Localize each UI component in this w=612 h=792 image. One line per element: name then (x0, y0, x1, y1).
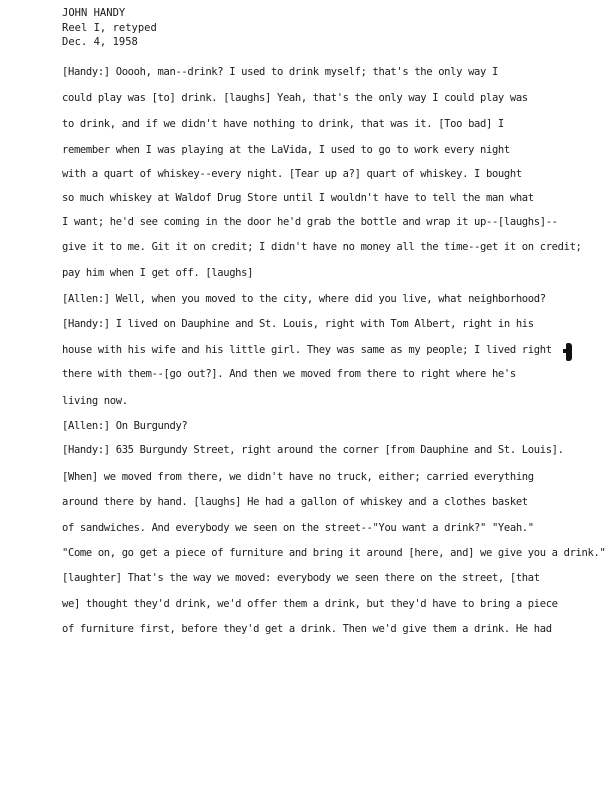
margin-punch-mark (566, 343, 572, 361)
transcript-line: living now. (62, 395, 128, 407)
document-header (62, 6, 157, 50)
transcript-line: [Handy:] 635 Burgundy Street, right around the corner [from Dauphine and St. Louis]. (62, 444, 564, 456)
transcript-line: of sandwiches. And everybody we seen on the street--"You want a drink?" "Yeah." (62, 522, 534, 534)
header-reel: Reel I, retyped (62, 21, 157, 34)
transcript-line: around there by hand. [laughs] He had a gallon of whiskey and a clothes basket (62, 496, 528, 508)
transcript-line: to drink, and if we didn't have nothing to drink, that was it. [Too bad] I (62, 118, 504, 130)
transcript-line: of furniture first, before they'd get a drink. Then we'd give them a drink. He had (62, 623, 552, 635)
header-name: JOHN HANDY (62, 7, 126, 19)
transcript-line: there with them--[go out?]. And then we moved from there to right where he's (62, 368, 516, 380)
transcript-line: remember when I was playing at the LaVida, I used to go to work every night (62, 144, 510, 156)
transcript-line: [Handy:] Ooooh, man--drink? I used to drink myself; that's the only way I (62, 66, 498, 78)
transcript-line: I want; he'd see coming in the door he'd grab the bottle and wrap it up--[laughs]-- (62, 216, 558, 228)
transcript-line: house with his wife and his little girl. They was same as my people; I lived right (62, 344, 552, 356)
transcript-line: [Handy:] I lived on Dauphine and St. Louis, right with Tom Albert, right in his (62, 318, 534, 330)
transcript-line: could play was [to] drink. [laughs] Yeah, that's the only way I could play was (62, 92, 528, 104)
transcript-line: so much whiskey at Waldof Drug Store until I wouldn't have to tell the man what (62, 192, 534, 204)
transcript-line: [Allen:] Well, when you moved to the city, where did you live, what neighborhood? (62, 293, 546, 305)
transcript-line: [laughter] That's the way we moved: everybody we seen there on the street, [that (62, 572, 540, 584)
transcript-line: [Allen:] On Burgundy? (62, 420, 188, 432)
transcript-line: give it to me. Git it on credit; I didn't have no money all the time--get it on credit; (62, 241, 582, 253)
transcript-line: "Come on, go get a piece of furniture and bring it around [here, and] we give you a drink." (62, 547, 606, 559)
transcript-line: pay him when I get off. [laughs] (62, 267, 254, 279)
transcript-line: we] thought they'd drink, we'd offer them a drink, but they'd have to bring a piece (62, 598, 558, 610)
header-date: Dec. 4, 1958 (62, 36, 138, 48)
transcript-line: [When] we moved from there, we didn't have no truck, either; carried everything (62, 471, 534, 483)
transcript-line: with a quart of whiskey--every night. [Tear up a?] quart of whiskey. I bought (62, 168, 522, 180)
